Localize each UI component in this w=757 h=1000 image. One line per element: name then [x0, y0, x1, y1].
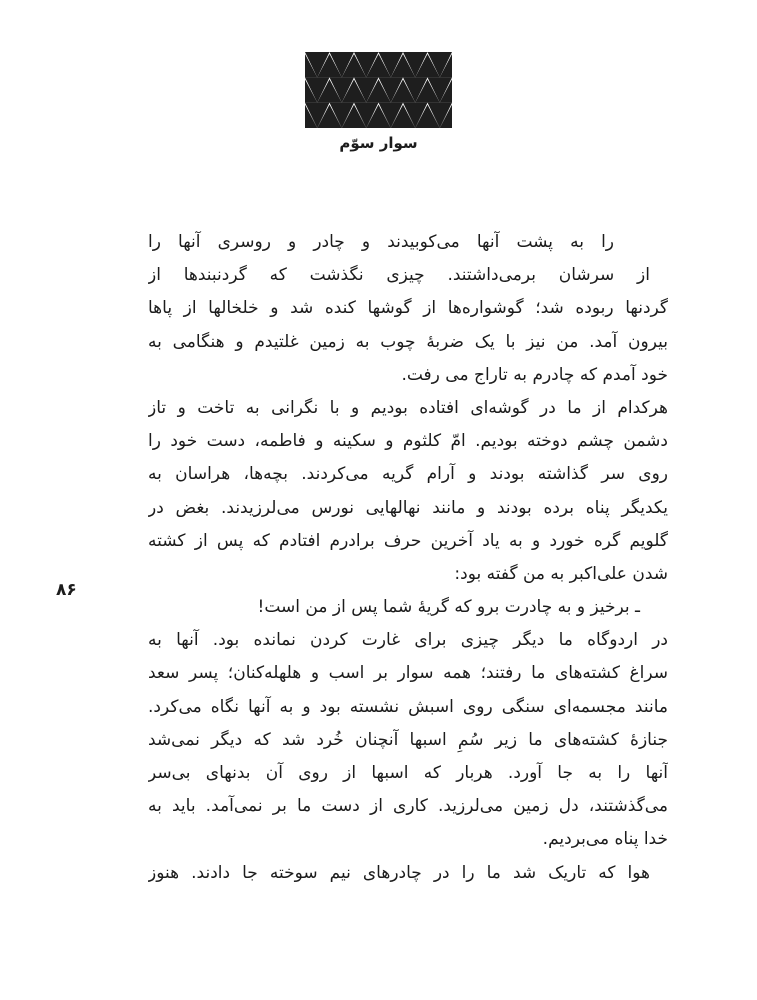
- body-text: [148, 226, 668, 890]
- text-line: روی سر گذاشته بودند و آرام گریه می‌کردند. بچه‌ها، هراسان به: [148, 464, 668, 485]
- text-line: را به پشت آنها می‌کوبیدند و چادر و روسری آنها را: [148, 232, 614, 252]
- text-line: ـ برخیز و به چادرت برو که گریهٔ شما پس از من است!: [257, 597, 640, 618]
- text-line: خدا پناه می‌بردیم.: [542, 829, 668, 850]
- text-line: هوا که تاریک شد ما را در چادرهای نیم سوخته جا دادند. هنوز: [148, 862, 650, 883]
- text-line: آنها را به جا آورد. هربار که اسبها از روی آن بدنهای بی‌سر: [148, 763, 668, 783]
- text-line: در اردوگاه ما دیگر چیزی برای غارت کردن نمانده بود. آنها به: [148, 630, 668, 651]
- text-line: یکدیگر پناه برده بودند و مانند نهالهایی نورس می‌لرزیدند. بغض در: [148, 497, 668, 518]
- triangle-pattern-ornament-icon: [305, 52, 452, 128]
- text-line: دشمن چشم دوخته بودیم. امّ کلثوم و سکینه و فاطمه، دست خود را: [148, 431, 668, 452]
- text-line: می‌گذشتند، دل زمین می‌لرزید. کاری از دست ما بر نمی‌آمد. باید به: [148, 796, 668, 817]
- text-line: گردنها ربوده شد؛ گوشواره‌ها از گوشها کنده شد و خلخالها از پاها: [148, 298, 668, 319]
- text-line: جنازهٔ کشته‌های ما زیر سُمِ اسبها آنچنان خُرد شد که دیگر نمی‌شد: [148, 729, 668, 750]
- text-line: بیرون آمد. من نیز با یک ضربهٔ چوب به زمین غلتیدم و هنگامی به: [148, 331, 668, 352]
- text-line: گلویم گره خورد و به یاد آخرین حرف برادرم افتادم که پس از کشته: [148, 530, 668, 551]
- text-line: از سرشان برمی‌داشتند. چیزی نگذشت که گردنبندها از: [148, 265, 650, 286]
- text-line: مانند مجسمه‌ای سنگی روی اسبش نشسته بود و به آنها نگاه می‌کرد.: [148, 696, 668, 717]
- text-line: شدن علی‌اکبر به من گفته بود:: [454, 563, 668, 584]
- page-number: ۸۶: [56, 580, 77, 600]
- text-line: خود آمدم که چادرم به تاراج می رفت.: [401, 364, 668, 385]
- chapter-title: سوار سوّم: [339, 134, 418, 152]
- text-line: هرکدام از ما در گوشه‌ای افتاده بودیم و با نگرانی به تاخت و تاز: [148, 397, 668, 418]
- text-line: سراغ کشته‌های ما رفتند؛ همه سوار بر اسب و هلهله‌کنان؛ پسر سعد: [148, 663, 668, 684]
